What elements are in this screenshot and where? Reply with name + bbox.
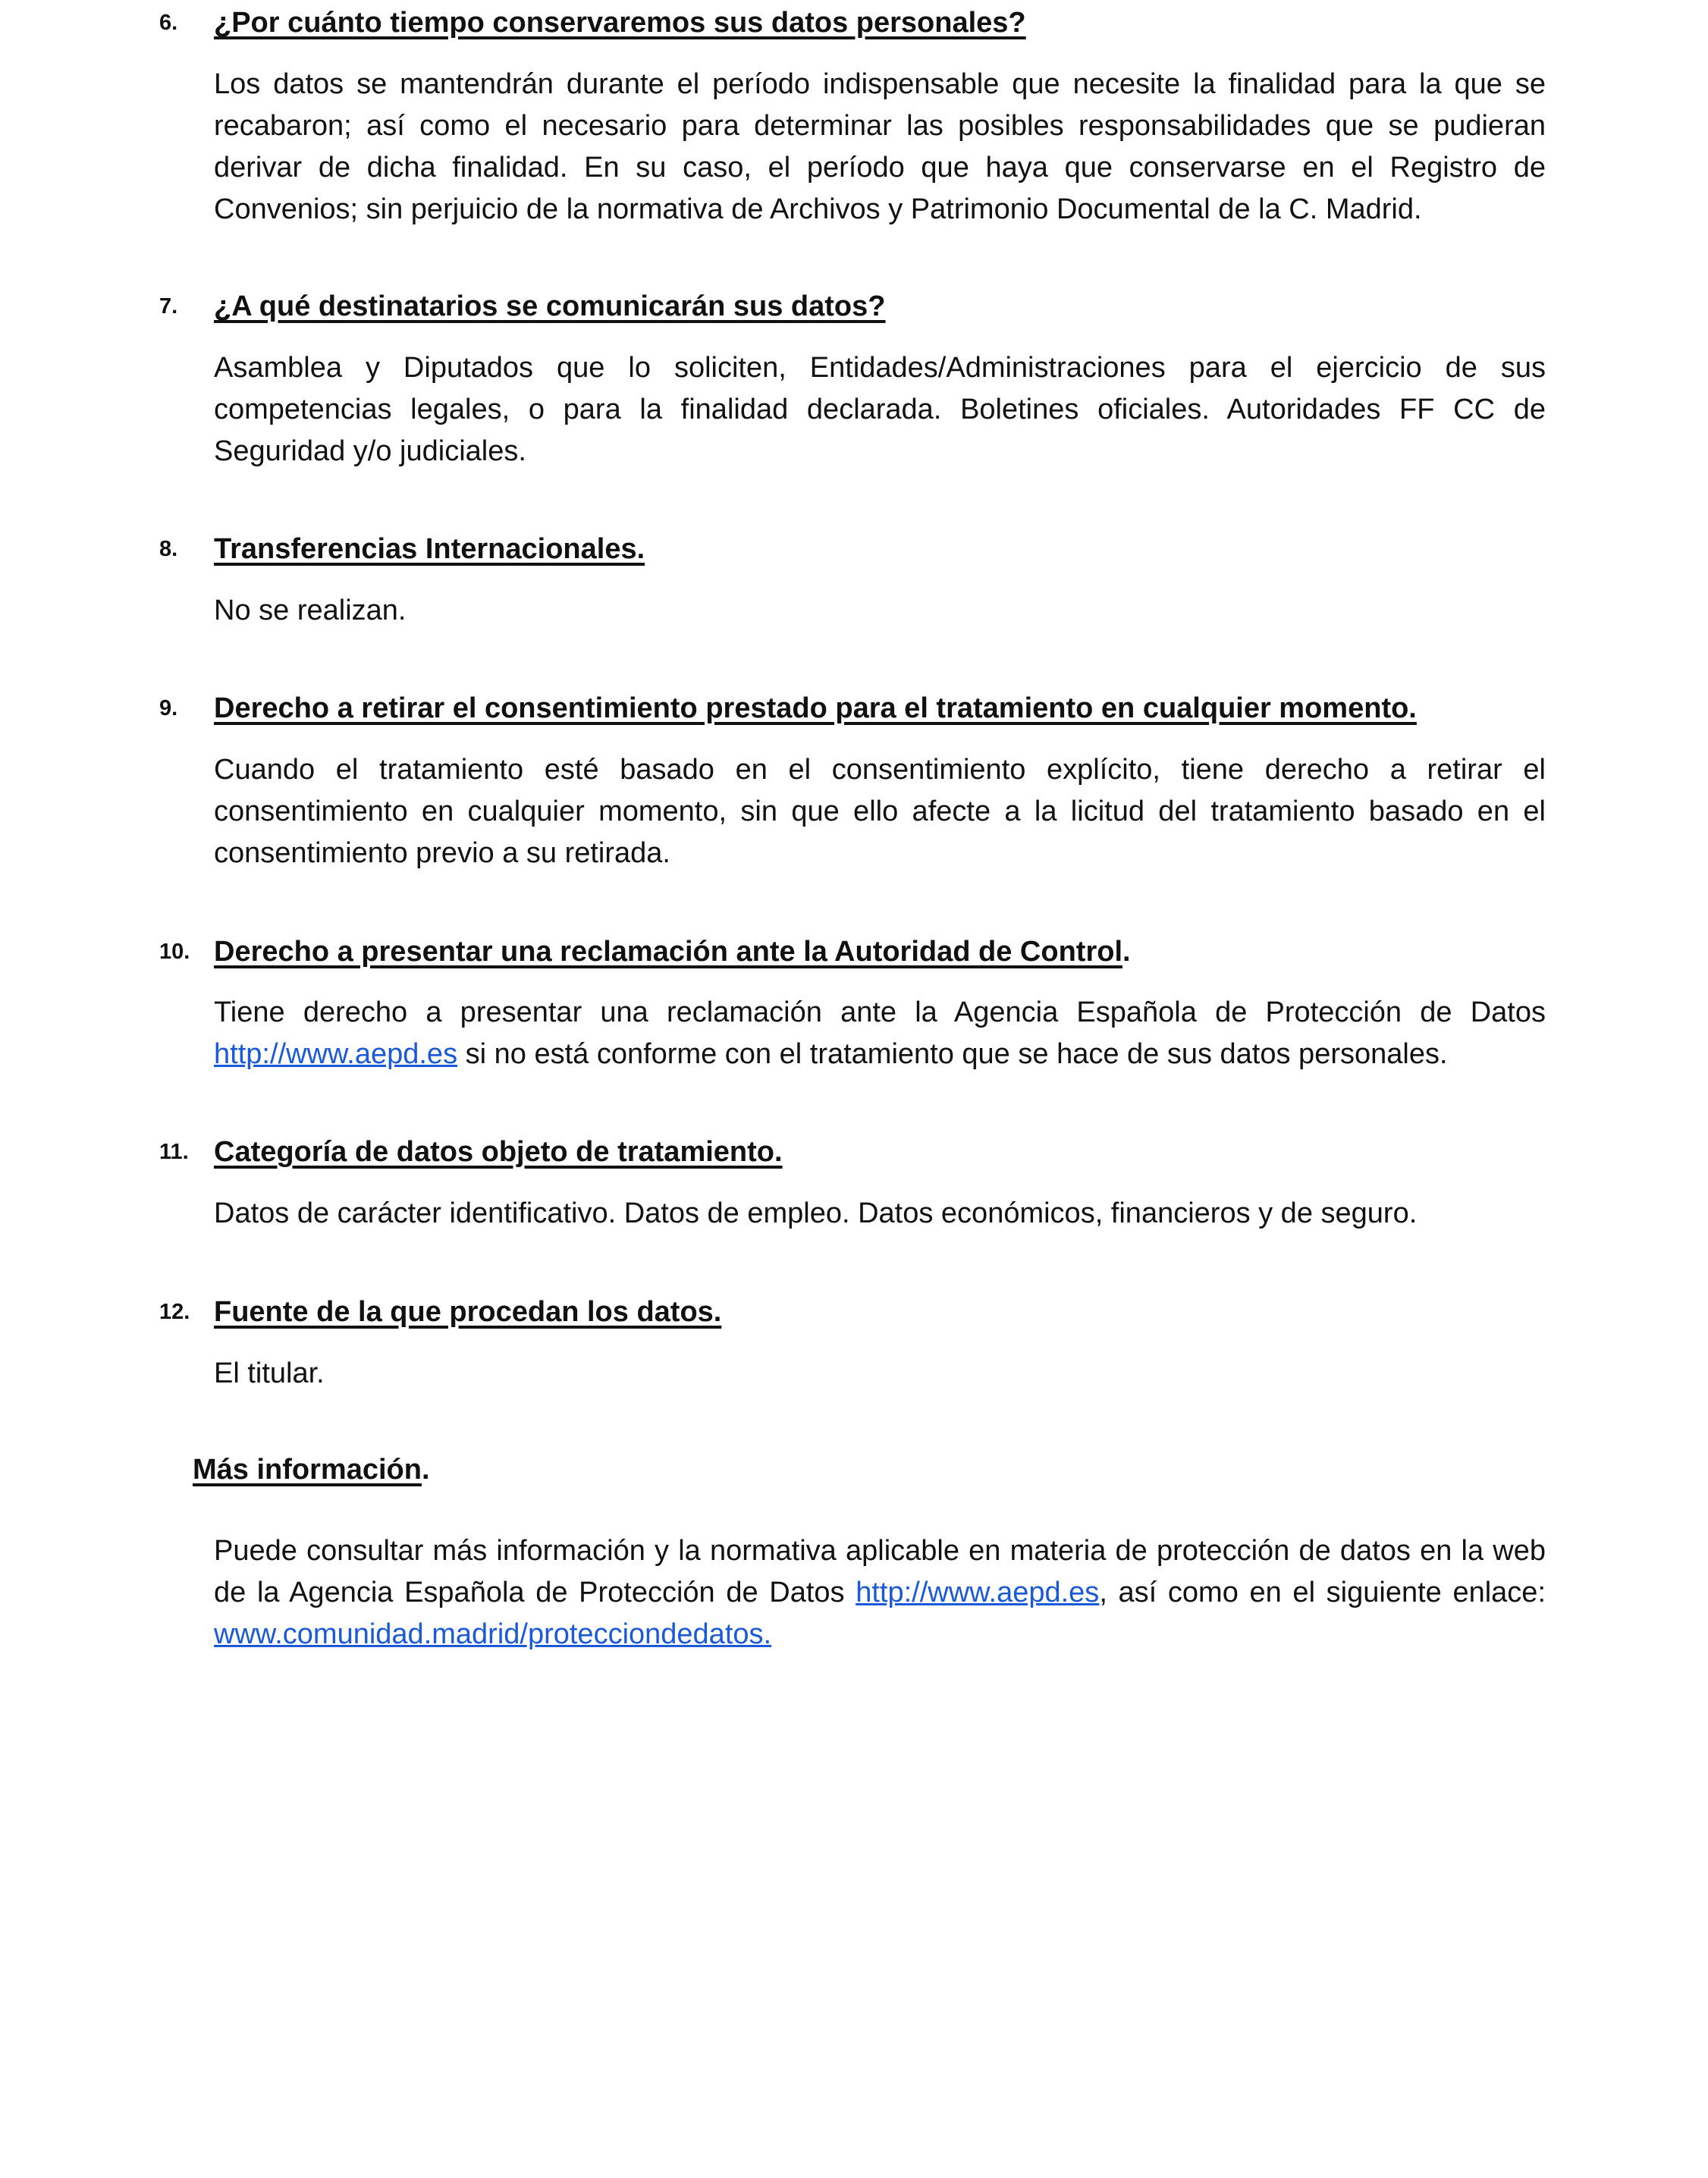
section-heading: ¿A qué destinatarios se comunicarán sus datos? — [214, 290, 886, 322]
aepd-link[interactable]: http://www.aepd.es — [856, 1577, 1100, 1608]
section-heading: Derecho a presentar una reclamación ante la Autoridad de Control. — [214, 936, 1131, 968]
section-heading: Derecho a retirar el consentimiento prestado para el tratamiento en cualquier momento. — [214, 692, 1417, 724]
section-heading: ¿Por cuánto tiempo conservaremos sus datos personales? — [214, 7, 1026, 39]
section-heading: Transferencias Internacionales. — [214, 533, 645, 565]
section-body: El titular. — [214, 1357, 325, 1389]
section-number: 9. — [159, 696, 178, 720]
section-number: 12. — [159, 1300, 190, 1324]
more-info-heading: Más información. — [193, 1454, 430, 1486]
section-heading: Categoría de datos objeto de tratamiento. — [214, 1136, 783, 1168]
section-number: 11. — [159, 1140, 189, 1164]
section-number: 10. — [159, 940, 190, 964]
section-body: Los datos se mantendrán durante el período indispensable que necesite la finalidad para la que se recabaron; así como el necesario para determinar las posibles responsabilidades que se pudieran derivar de dicha finalidad. En su caso, el período que haya que conservarse en el Registro de Convenios; sin perjuicio de la normativa de Archivos y Patrimonio Documental de la C. Madrid. — [214, 68, 1546, 225]
section-body: Datos de carácter identificativo. Datos de empleo. Datos económicos, financieros y de seguro. — [214, 1197, 1418, 1229]
comunidad-madrid-link[interactable]: www.comunidad.madrid/protecciondedatos. — [214, 1618, 772, 1650]
section-body: Cuando el tratamiento esté basado en el consentimiento explícito, tiene derecho a retirar el consentimiento en cualquier momento, sin que ello afecte a la licitud del tratamiento basado en el consentimiento previo a su retirada. — [214, 754, 1546, 869]
section-number: 7. — [159, 294, 178, 319]
section-heading: Fuente de la que procedan los datos. — [214, 1296, 722, 1328]
section-body: Asamblea y Diputados que lo soliciten, Entidades/Administraciones para el ejercicio de sus competencias legales, o para la finalidad declarada. Boletines oficiales. Autoridades FF CC de Seguridad y/o judiciales. — [214, 352, 1546, 467]
section-body: No se realizan. — [214, 595, 407, 626]
aepd-link[interactable]: http://www.aepd.es — [214, 1038, 458, 1070]
section-number: 6. — [159, 11, 178, 35]
section-body: Tiene derecho a presentar una reclamación ante la Agencia Española de Protección de Datos http://www.aepd.es si no está conforme con el tratamiento que se hace de sus datos personales. — [214, 996, 1546, 1070]
section-number: 8. — [159, 537, 178, 561]
more-info-body: Puede consultar más información y la normativa aplicable en materia de protección de datos en la web de la Agencia Española de Protección de Datos http://www.aepd.es, así como en el siguiente enlace: www.comunidad.madrid/protecciondedatos. — [214, 1535, 1546, 1650]
